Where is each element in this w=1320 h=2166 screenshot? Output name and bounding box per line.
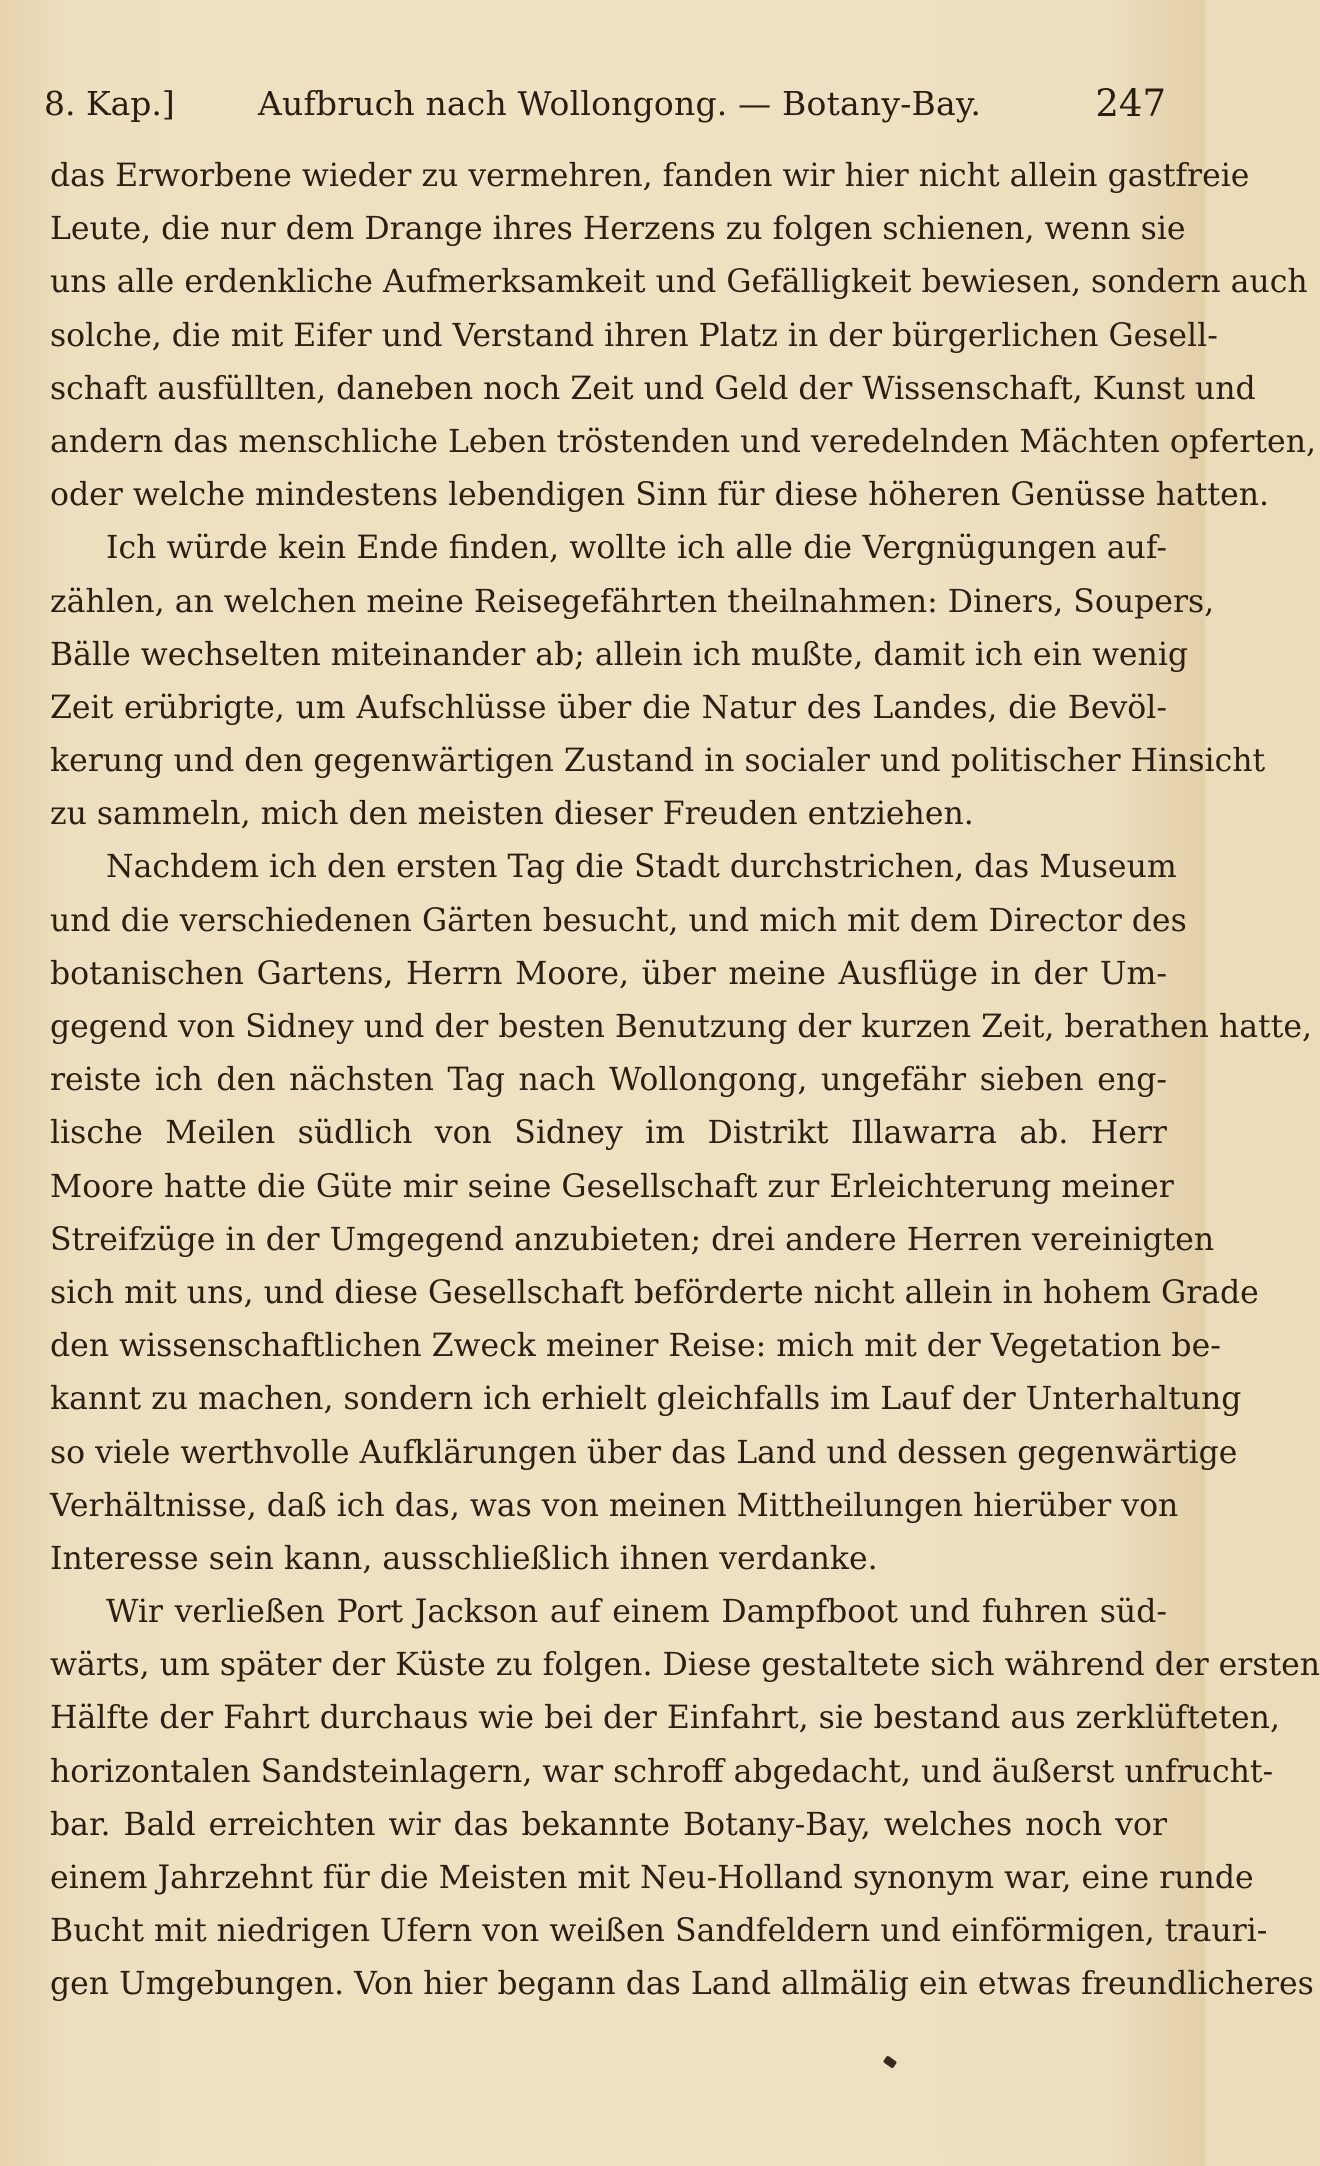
text-line: so viele werthvolle Aufklärungen über das Land und dessen gegenwärtige: [50, 1434, 1238, 1471]
text-line: Streifzüge in der Umgegend anzubieten; drei andere Herren vereinigten: [50, 1221, 1215, 1258]
paragraph: [50, 150, 1316, 522]
paragraph: [50, 522, 1266, 841]
text-line: Moore hatte die Güte mir seine Gesellschaft zur Erleichterung meiner: [50, 1168, 1174, 1205]
running-head: [44, 78, 1166, 130]
text-line: Verhältnisse, daß ich das, was von meinen Mittheilungen hierüber von: [50, 1487, 1179, 1524]
text-line: lische Meilen südlich von Sidney im Distrikt Illawarra ab. Herr: [50, 1115, 1167, 1152]
paragraph: [50, 841, 1312, 1586]
text-line: bar. Bald erreichten wir das bekannte Botany-Bay, welches noch vor: [50, 1806, 1167, 1843]
text-line: kerung und den gegenwärtigen Zustand in socialer und politischer Hinsicht: [50, 743, 1266, 780]
text-line: Zeit erübrigte, um Aufschlüsse über die Natur des Landes, die Bevöl-: [50, 689, 1167, 726]
text-line: Wir verließen Port Jackson auf einem Dampfboot und fuhren süd-: [106, 1594, 1167, 1631]
text-line: das Erworbene wieder zu vermehren, fanden wir hier nicht allein gastfreie: [50, 158, 1250, 194]
text-line: Bälle wechselten miteinander ab; allein ich mußte, damit ich ein wenig: [50, 636, 1189, 673]
text-line: uns alle erdenkliche Aufmerksamkeit und Gefälligkeit bewiesen, sondern auch: [50, 264, 1308, 301]
text-line: einem Jahrzehnt für die Meisten mit Neu-Holland synonym war, eine runde: [50, 1860, 1254, 1896]
ink-mark: [883, 2055, 897, 2068]
text-line: solche, die mit Eifer und Verstand ihren Platz in der bürgerlichen Gesell-: [50, 317, 1218, 354]
chapter-label: 8. Kap.]: [44, 84, 175, 123]
text-line: sich mit uns, und diese Gesellschaft beförderte nicht allein in hohem Grade: [50, 1274, 1259, 1311]
text-line: schaft ausfüllten, daneben noch Zeit und Geld der Wissenschaft, Kunst und: [50, 370, 1256, 407]
text-line: wärts, um später der Küste zu folgen. Diese gestaltete sich während der ersten: [50, 1647, 1320, 1684]
text-line: oder welche mindestens lebendigen Sinn für diese höheren Genüsse hatten.: [50, 477, 1270, 514]
text-line: kannt zu machen, sondern ich erhielt gleichfalls im Lauf der Unterhaltung: [50, 1381, 1242, 1418]
text-line: zählen, an welchen meine Reisegefährten theilnahmen: Diners, Soupers,: [50, 583, 1215, 620]
text-line: Ich würde kein Ende finden, wollte ich alle die Vergnügungen auf-: [106, 530, 1167, 567]
text-line: Hälfte der Fahrt durchaus wie bei der Einfahrt, sie bestand aus zerklüfteten,: [50, 1700, 1280, 1737]
text-line: horizontalen Sandsteinlagern, war schroff abgedacht, und äußerst unfrucht-: [50, 1753, 1274, 1790]
text-line: botanischen Gartens, Herrn Moore, über meine Ausflüge in der Um-: [50, 955, 1167, 992]
text-line: den wissenschaftlichen Zweck meiner Reise: mich mit der Vegetation be-: [50, 1328, 1221, 1365]
running-title: Aufbruch nach Wollongong. — Botany-Bay.: [258, 84, 982, 123]
text-line: Nachdem ich den ersten Tag die Stadt durchstrichen, das Museum: [106, 849, 1177, 886]
text-line: zu sammeln, mich den meisten dieser Freuden entziehen.: [50, 796, 974, 833]
text-line: Leute, die nur dem Drange ihres Herzens zu folgen schienen, wenn sie: [50, 211, 1186, 248]
text-line: andern das menschliche Leben tröstenden und veredelnden Mächten opferten,: [50, 423, 1316, 460]
text-line: reiste ich den nächsten Tag nach Wollongong, ungefähr sieben eng-: [50, 1062, 1167, 1099]
page-number: 247: [1095, 82, 1166, 125]
text-line: gen Umgebungen. Von hier begann das Land allmälig ein etwas freundlicheres: [50, 1966, 1314, 2003]
text-line: Bucht mit niedrigen Ufern von weißen Sandfeldern und einförmigen, trauri-: [50, 1913, 1268, 1950]
paragraph: [50, 1586, 1320, 2012]
text-line: Interesse sein kann, ausschließlich ihnen verdanke.: [50, 1540, 878, 1577]
body-text: [50, 150, 1320, 2012]
text-line: gegend von Sidney und der besten Benutzung der kurzen Zeit, berathen hatte,: [50, 1009, 1312, 1045]
text-line: und die verschiedenen Gärten besucht, und mich mit dem Director des: [50, 902, 1187, 939]
